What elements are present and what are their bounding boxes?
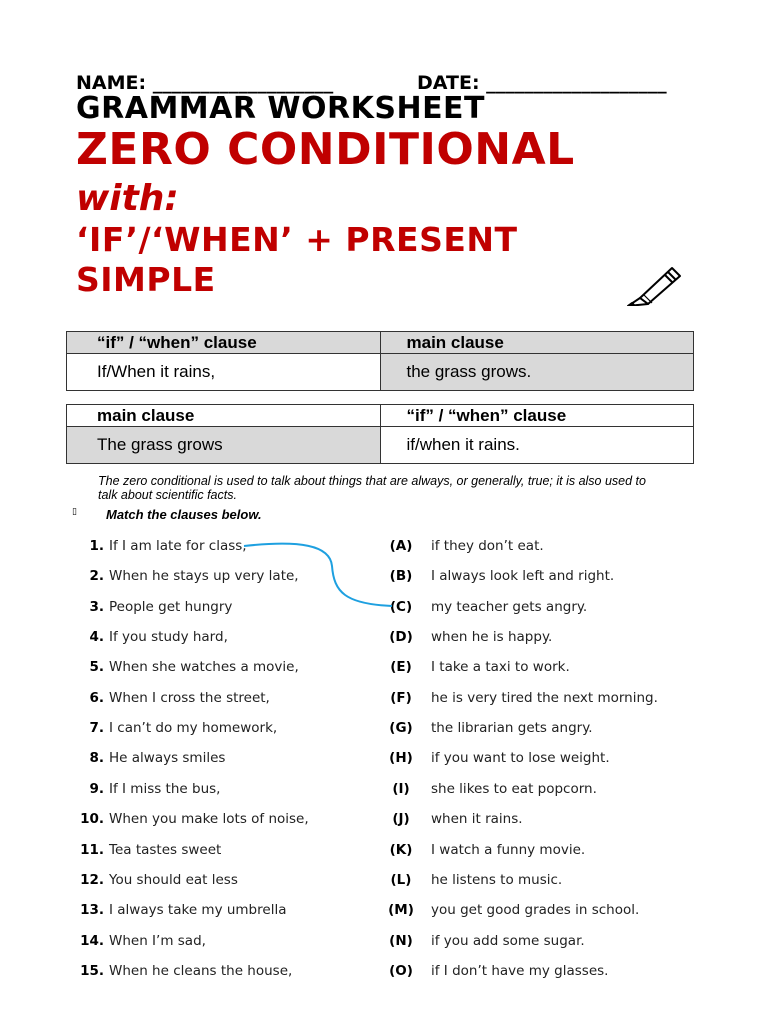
- clause-text[interactable]: When he stays up very late,: [109, 568, 299, 584]
- ending-text[interactable]: the librarian gets angry.: [431, 720, 593, 736]
- table-example-main-clause: The grass grows: [67, 427, 381, 464]
- ending-letter: (L): [390, 872, 412, 888]
- clause-text[interactable]: When he cleans the house,: [109, 963, 293, 979]
- exercise-row: [0, 781, 768, 801]
- ending-text[interactable]: I always look left and right.: [431, 568, 615, 584]
- exercise-row: [0, 872, 768, 892]
- clause-text[interactable]: If you study hard,: [109, 629, 228, 645]
- clause-number: 8.: [89, 750, 104, 766]
- worksheet-title: GRAMMAR WORKSHEET: [76, 91, 486, 126]
- clause-number: 2.: [89, 568, 104, 584]
- clause-text[interactable]: You should eat less: [109, 872, 238, 888]
- pencil-icon: [622, 262, 682, 306]
- clause-text[interactable]: When you make lots of noise,: [109, 811, 309, 827]
- ending-text[interactable]: you get good grades in school.: [431, 902, 640, 918]
- ending-letter: (A): [389, 538, 413, 554]
- date-field-label: DATE: ___________________: [417, 72, 667, 94]
- bullet-icon: ▯: [72, 507, 77, 517]
- exercise-row: [0, 750, 768, 770]
- description-text: The zero conditional is used to talk about things that are always, or generally, true; it is also used to talk about scientific facts.: [98, 474, 646, 502]
- table-example-if-clause: if/when it rains.: [380, 427, 694, 464]
- ending-text[interactable]: I take a taxi to work.: [431, 659, 570, 675]
- clause-text[interactable]: I can’t do my homework,: [109, 720, 278, 736]
- ending-letter: (I): [392, 781, 410, 797]
- clause-number: 10.: [80, 811, 104, 827]
- clause-number: 1.: [89, 538, 104, 554]
- rule-table-main-first: [66, 404, 694, 464]
- ending-letter: (D): [389, 629, 413, 645]
- table-header-main-clause: main clause: [67, 405, 381, 427]
- name-field-label: NAME: ___________________: [76, 72, 334, 94]
- ending-text[interactable]: if you add some sugar.: [431, 933, 585, 949]
- clause-number: 14.: [80, 933, 104, 949]
- ending-letter: (K): [389, 842, 413, 858]
- clause-text[interactable]: People get hungry: [109, 599, 233, 615]
- clause-text[interactable]: He always smiles: [109, 750, 226, 766]
- ending-text[interactable]: if I don’t have my glasses.: [431, 963, 609, 979]
- clause-number: 13.: [80, 902, 104, 918]
- exercise-row: [0, 720, 768, 740]
- exercise-row: [0, 842, 768, 862]
- ending-letter: (O): [389, 963, 413, 979]
- ending-letter: (H): [389, 750, 413, 766]
- ending-text[interactable]: she likes to eat popcorn.: [431, 781, 597, 797]
- ending-text[interactable]: when he is happy.: [431, 629, 553, 645]
- exercise-row: [0, 568, 768, 588]
- clause-number: 5.: [89, 659, 104, 675]
- ending-text[interactable]: my teacher gets angry.: [431, 599, 588, 615]
- table-example-if-clause: If/When it rains,: [67, 354, 381, 391]
- exercise-row: [0, 902, 768, 922]
- ending-text[interactable]: if they don’t eat.: [431, 538, 544, 554]
- exercise-row: [0, 599, 768, 619]
- instruction-text: Match the clauses below.: [106, 507, 262, 522]
- ending-letter: (E): [390, 659, 412, 675]
- ending-text[interactable]: when it rains.: [431, 811, 523, 827]
- ending-text[interactable]: I watch a funny movie.: [431, 842, 586, 858]
- clause-text[interactable]: If I am late for class,: [109, 538, 247, 554]
- topic-subtitle-structure: ‘IF’/‘WHEN’ + PRESENT SIMPLE: [76, 220, 518, 299]
- clause-text[interactable]: When she watches a movie,: [109, 659, 299, 675]
- ending-letter: (C): [389, 599, 413, 615]
- clause-text[interactable]: I always take my umbrella: [109, 902, 287, 918]
- exercise-row: [0, 538, 768, 558]
- clause-text[interactable]: When I cross the street,: [109, 690, 270, 706]
- ending-letter: (F): [390, 690, 412, 706]
- topic-title: ZERO CONDITIONAL: [76, 124, 575, 175]
- ending-letter: (J): [392, 811, 410, 827]
- exercise-row: [0, 811, 768, 831]
- ending-text[interactable]: if you want to lose weight.: [431, 750, 610, 766]
- ending-text[interactable]: he is very tired the next morning.: [431, 690, 658, 706]
- exercise-row: [0, 690, 768, 710]
- topic-subtitle-with: with:: [76, 178, 179, 219]
- rule-table-if-first: [66, 331, 694, 391]
- clause-number: 6.: [89, 690, 104, 706]
- clause-text[interactable]: If I miss the bus,: [109, 781, 221, 797]
- ending-text[interactable]: he listens to music.: [431, 872, 563, 888]
- clause-number: 3.: [89, 599, 104, 615]
- table-example-main-clause: the grass grows.: [380, 354, 694, 391]
- clause-number: 15.: [80, 963, 104, 979]
- clause-number: 4.: [89, 629, 104, 645]
- clause-number: 7.: [89, 720, 104, 736]
- clause-text[interactable]: When I’m sad,: [109, 933, 206, 949]
- table-header-if-clause: “if” / “when” clause: [67, 332, 381, 354]
- exercise-row: [0, 933, 768, 953]
- table-header-if-clause: “if” / “when” clause: [380, 405, 694, 427]
- ending-letter: (M): [388, 902, 414, 918]
- ending-letter: (N): [389, 933, 413, 949]
- clause-number: 12.: [80, 872, 104, 888]
- exercise-row: [0, 963, 768, 983]
- ending-letter: (G): [389, 720, 413, 736]
- clause-number: 11.: [80, 842, 104, 858]
- table-header-main-clause: main clause: [380, 332, 694, 354]
- exercise-row: [0, 629, 768, 649]
- clause-number: 9.: [89, 781, 104, 797]
- exercise-row: [0, 659, 768, 679]
- ending-letter: (B): [389, 568, 413, 584]
- clause-text[interactable]: Tea tastes sweet: [109, 842, 222, 858]
